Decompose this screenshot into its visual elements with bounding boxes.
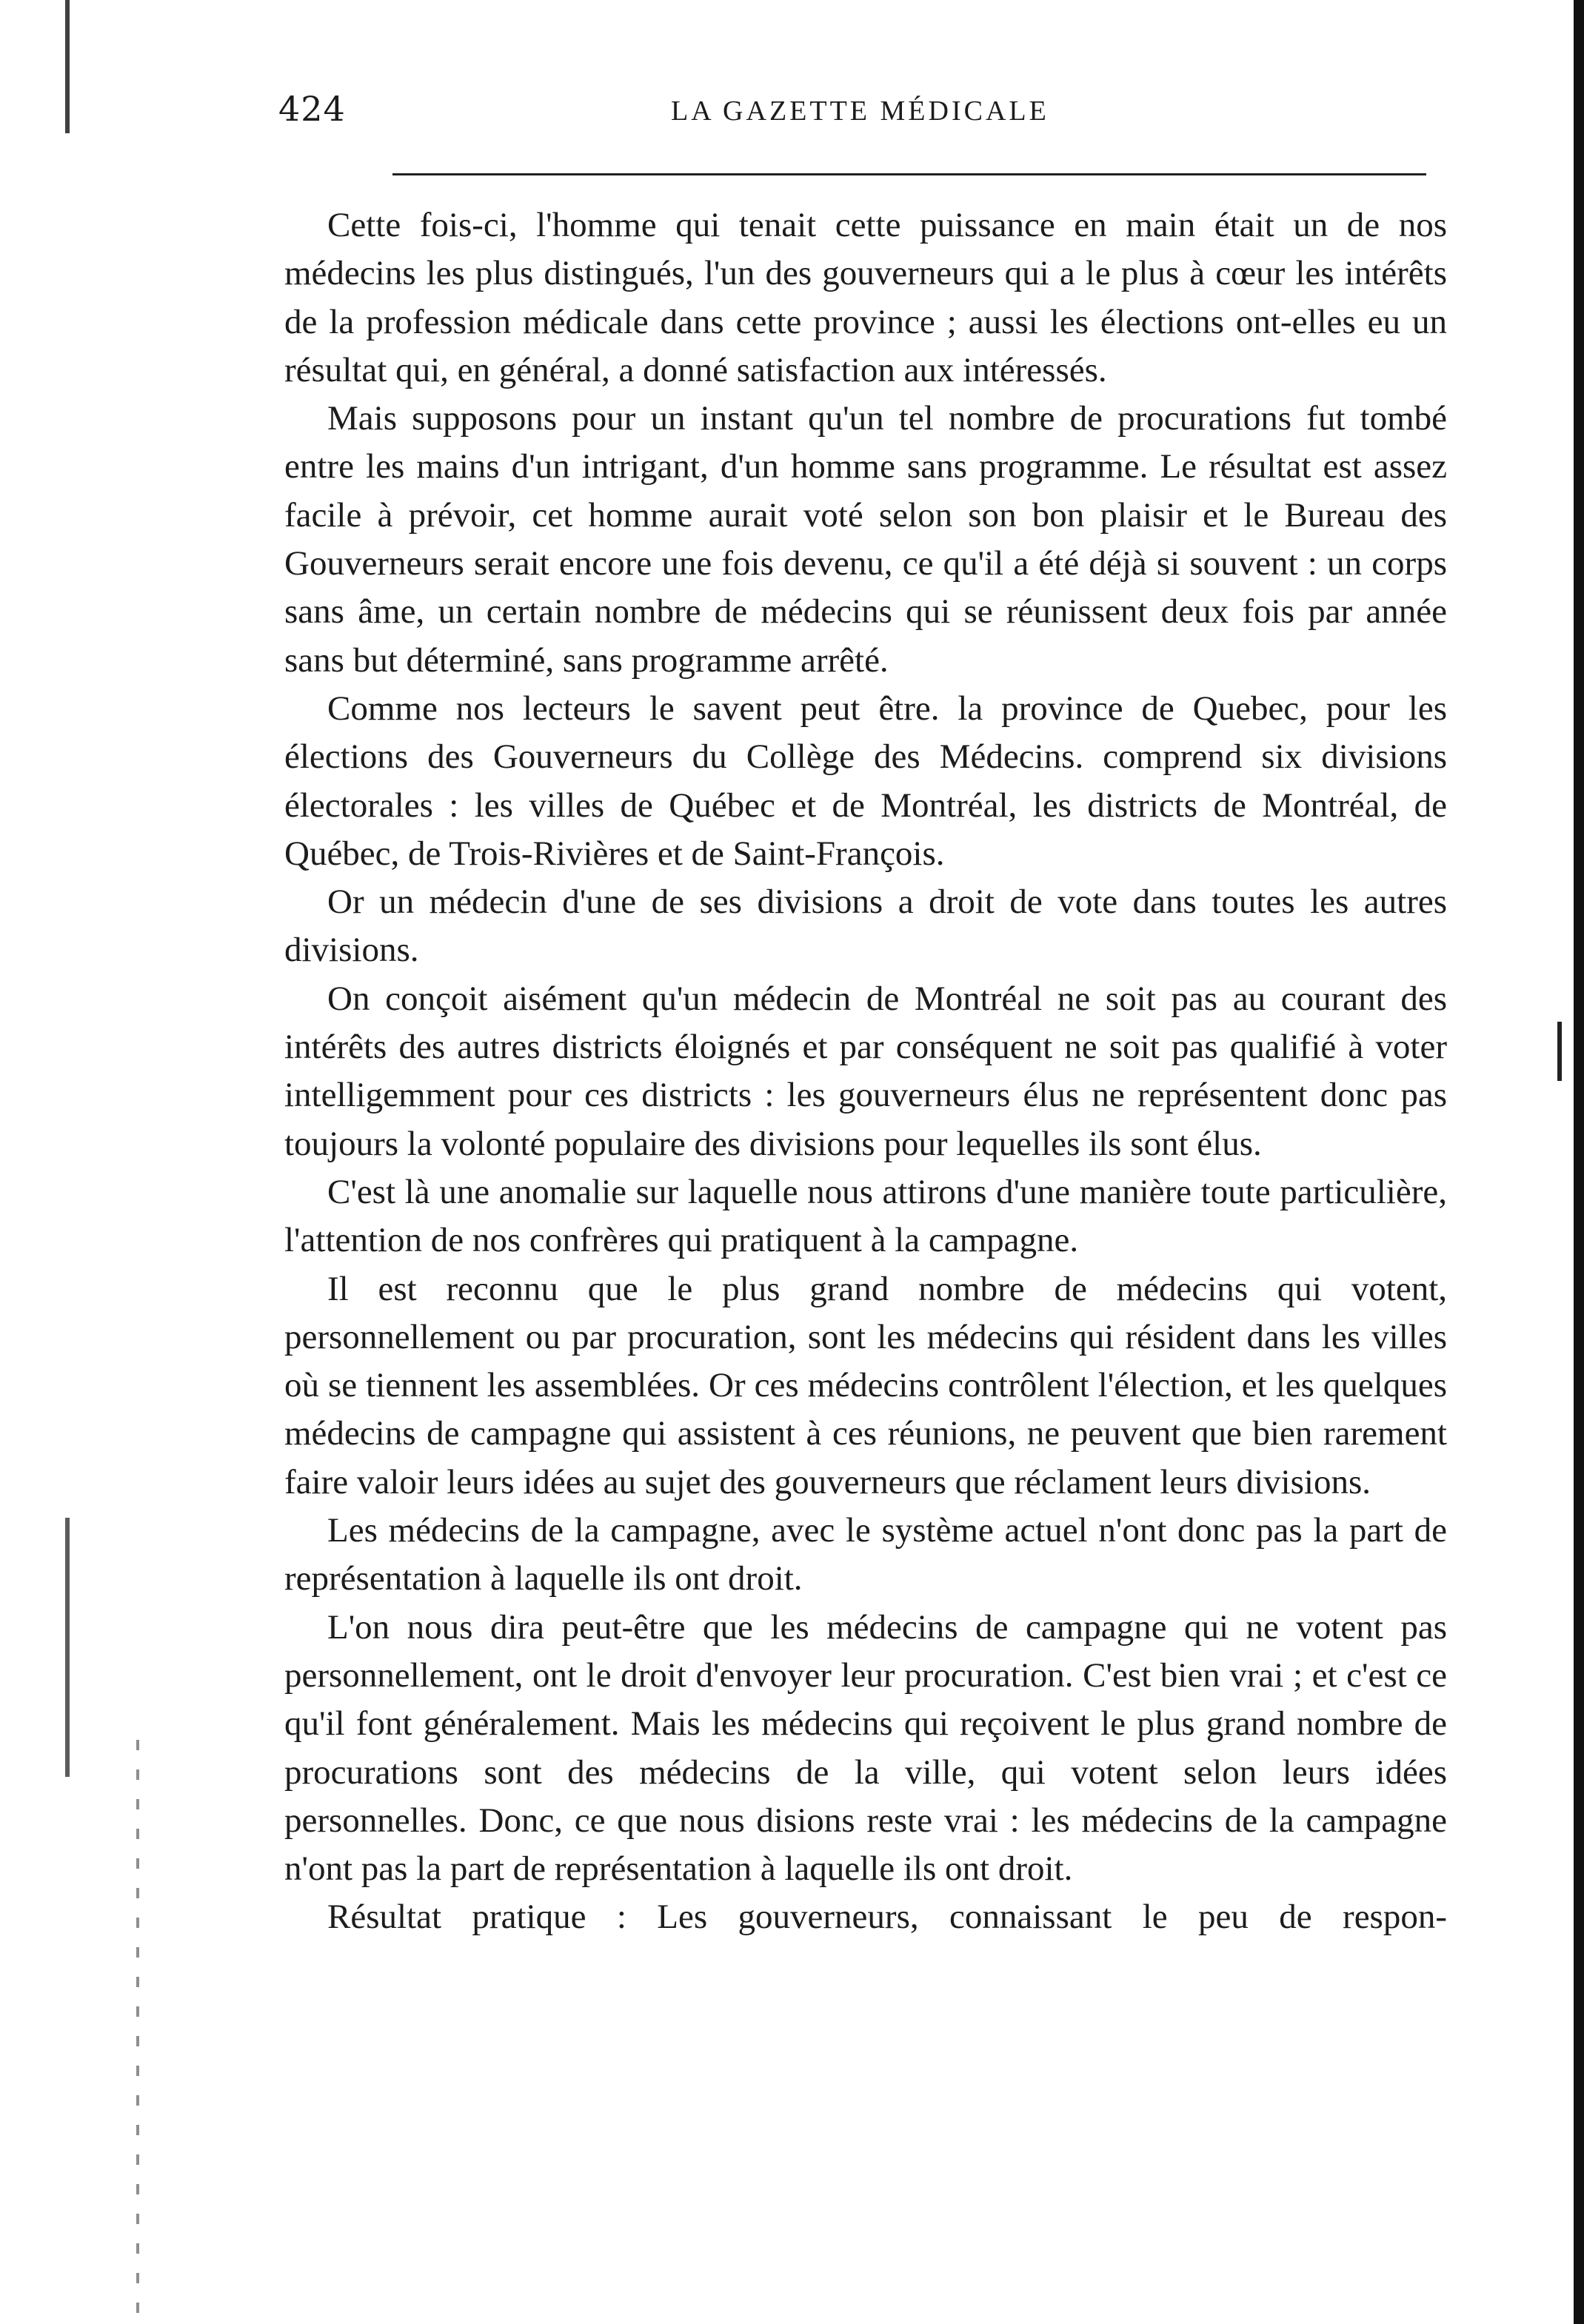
paragraph: L'on nous dira peut-être que les médecins de campagne qui ne votent pas personnellement, ont le droit d'envoyer leur procuration. C'est bien vrai ; et c'est ce qu'il font généralement. Mais les médecins qui reçoivent le plus grand nombre de procurations sont des médecins de la ville, qui votent selon leurs idées personnelles. Donc, ce que nous disions reste vrai : les médecins de la campagne n'ont pas la part de représentation à laquelle ils ont droit. [284, 1607, 1447, 1889]
paragraph: C'est là une anomalie sur laquelle nous attirons d'une manière toute particulière, l'attention de nos confrères qui pratiquent à la campagne. [284, 1172, 1447, 1260]
article-body [284, 201, 1447, 1942]
paragraph: Mais supposons pour un instant qu'un tel nombre de procurations fut tombé entre les mains d'un intrigant, d'un homme sans programme. Le résultat est assez facile à prévoir, cet homme aurait voté selon son bon plaisir et le Bureau des Gouverneurs serait encore une fois devenu, ce qu'il a été déjà si souvent : un corps sans âme, un certain nombre de médecins qui se réunissent deux fois par année sans but déterminé, sans programme arrêté. [284, 399, 1447, 680]
paragraph: Or un médecin d'une de ses divisions a droit de vote dans toutes les autres divisions. [284, 883, 1447, 970]
paragraph: Résultat pratique : Les gouverneurs, connaissant le peu de respon- [327, 1898, 1447, 1937]
right-margin-scan-edge [1574, 0, 1584, 2324]
running-head [278, 89, 1434, 141]
paragraph: Il est reconnu que le plus grand nombre de médecins qui votent, personnellement ou par procuration, sont les médecins qui résident dans les villes où se tiennent les assemblées. Or ces médecins contrôlent l'élection, et les quelques médecins de campagne qui assistent à ces réunions, ne peuvent que bien rarement faire valoir leurs idées au sujet des gouverneurs que réclament leurs divisions. [284, 1269, 1447, 1501]
right-margin-scan-mark [1557, 0, 1562, 2324]
left-margin-scan-marks [136, 1740, 139, 2324]
page-number: 424 [278, 89, 346, 129]
paragraph: Les médecins de la campagne, avec le système actuel n'ont donc pas la part de représentation à laquelle ils ont droit. [284, 1511, 1447, 1598]
journal-title: LA GAZETTE MÉDICALE [671, 96, 1049, 127]
header-rule [392, 173, 1426, 175]
left-margin-scan-edge [65, 0, 70, 2324]
paragraph: Comme nos lecteurs le savent peut être. la province de Quebec, pour les élections des Gouverneurs du Collège des Médecins. comprend six divisions électorales : les villes de Québec et de Montréal, les districts de Montréal, de Québec, de Trois-Rivières et de Saint-François. [284, 689, 1447, 873]
paragraph: On conçoit aisément qu'un médecin de Montréal ne soit pas au courant des intérêts des autres districts éloignés et par conséquent ne soit pas qualifié à voter intelligemment pour ces districts : les gouverneurs élus ne représentent donc pas toujours la volonté populaire des divisions pour lequelles ils sont élus. [284, 979, 1447, 1163]
paragraph: Cette fois-ci, l'homme qui tenait cette puissance en main était un de nos médecins les plus distingués, l'un des gouverneurs qui a le plus à cœur les intérêts de la profession médicale dans cette province ; aussi les élections ont-elles eu un résultat qui, en général, a donné satisfaction aux intéressés. [284, 206, 1447, 389]
